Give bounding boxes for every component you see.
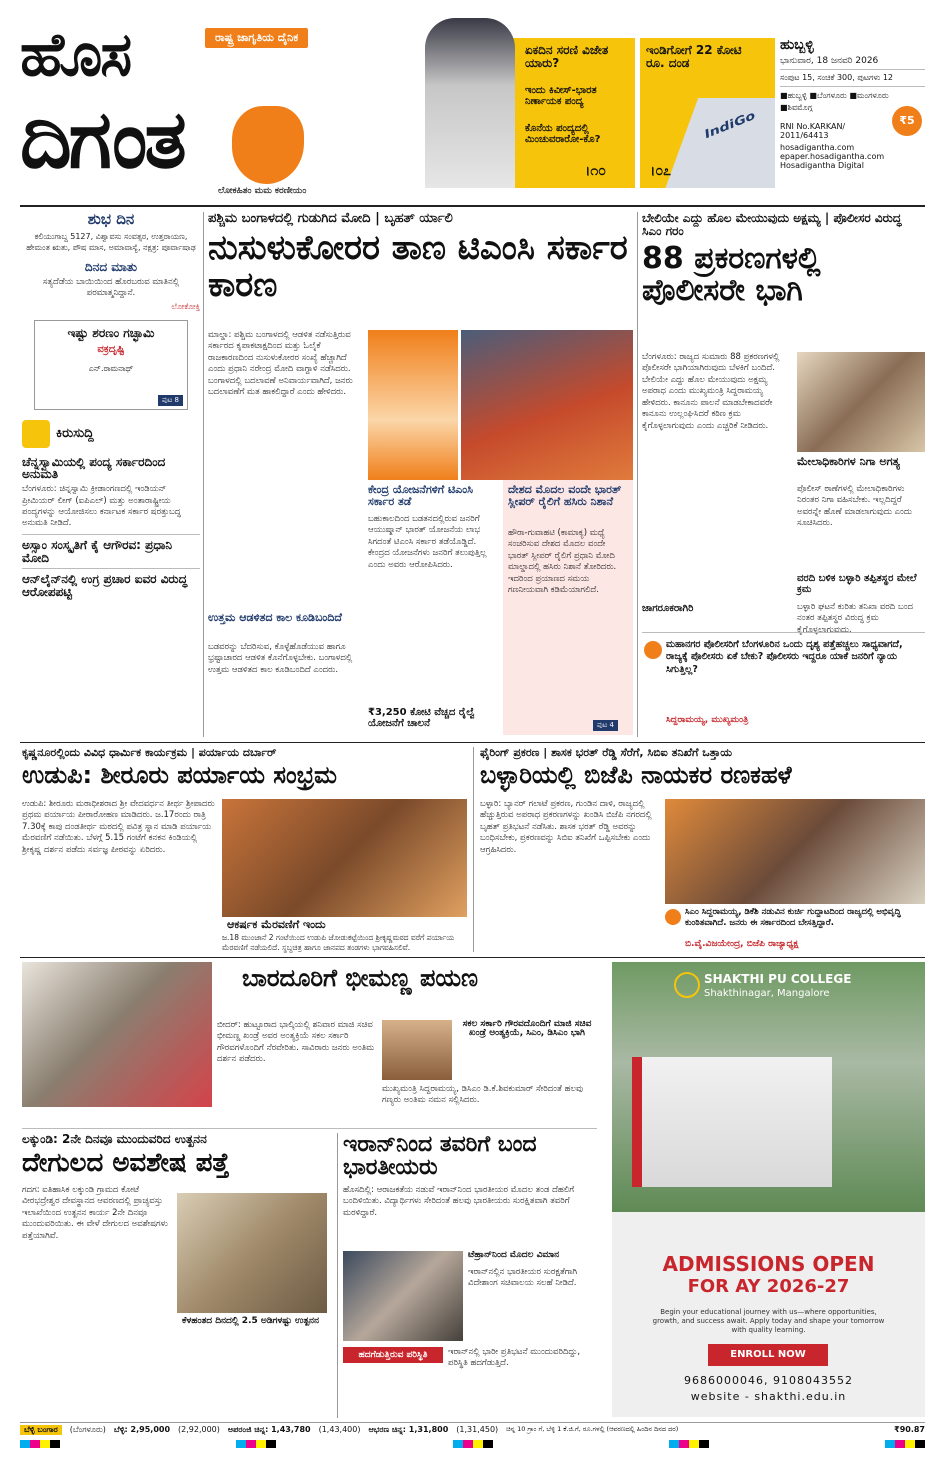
sub3-body: ಹೌರಾ-ಗುವಾಹಟಿ (ಕಾಮಾಕ್ಯ) ಮಧ್ಯೆ ಸಂಚರಿಸುವ ದೇಶದ ಮೊದಲ ವಂದೇ ಭಾರತ್ ಸ್ಲೀಪರ್ ರೈಲಿಗೆ ಪ್ರಧಾನಿ ಮೋದಿ ಮಾಲ್ಡಾದಲ್ಲಿ ಹಸಿರು ನಿಶಾನೆ ತೋರಿದರು. ಇದರಿಂದ ಪ್ರಯಾಣದ ಸಮಯ ಗಣನೀಯವಾಗಿ ಕಡಿಮೆಯಾಗಲಿದೆ.: [508, 528, 617, 596]
iran-photo: [343, 1251, 463, 1341]
cricketer-photo: [425, 18, 515, 188]
ad-phones: 9686000046, 9108043552: [684, 1374, 853, 1387]
gold24-prev: (1,43,400): [318, 1425, 361, 1434]
bhima-headline[interactable]: ಬಾರದೂರಿಗೆ ಭೀಮಣ್ಣ ಪಯಣ: [242, 964, 479, 992]
side2-title[interactable]: ವರದಿ ಬಳಿಕ ಬಳ್ಳಾರಿ ತಪ್ಪಿತಸ್ಥರ ಮೇಲೆ ಕ್ರಮ: [797, 573, 917, 595]
vakradrushti-box[interactable]: [34, 320, 188, 410]
vakradrushti-title: ಇಷ್ಟು ಶರಣಂ ಗಚ್ಛಾಮಿ: [67, 325, 155, 340]
excavation-photo: [177, 1193, 327, 1313]
ballari-headline[interactable]: ಬಳ್ಳಾರಿಯಲ್ಲಿ ಬಿಜೆಪಿ ನಾಯಕರ ರಣಕಹಳೆ: [480, 760, 792, 789]
masthead-tagline: ರಾಷ್ಟ್ರ ಜಾಗೃತಿಯ ದೈನಿಕ: [205, 28, 308, 48]
lead-caption: ₹3,250 ಕೋಟಿ ವೆಚ್ಚದ ರೈಲ್ವೆ ಯೋಜನೆಗೆ ಚಾಲನೆ: [368, 707, 475, 729]
teaser-cricket-s2: ಕೊನೆಯ ಪಂದ್ಯದಲ್ಲಿ ಮಿಂಚುವರಾರೋ-ಕೊ?: [525, 123, 601, 145]
udupi-cap-body: ಜ.18 ಮುಂಜಾನೆ 2 ಗಂಟೆಯಿಂದ ಉಡುಪಿ ಜೋಡುಕಟ್ಟೆಯಿಂದ ಶ್ರೀಕೃಷ್ಣಮಠದ ವರೆಗೆ ಪರ್ಯಾಯ ಮೆರವಣಿಗೆ ನಡೆಯಲಿದೆ. ಸ್ಥಬ್ಧಚಿತ್ರ ಹಾಗೂ ಜಾನಪದ ತಂಡಗಳು ಭಾಗವಹಿಸಲಿವೆ.: [222, 933, 455, 953]
footer-label: ಬೆಳ್ಳಿ ಬಂಗಾರ: [20, 1425, 62, 1435]
dinada-maatu-title: ದಿನದ ಮಾತು: [84, 260, 138, 275]
teaser-indigo-page: ।೦೭: [650, 163, 671, 179]
ad-college: SHAKTHI PU COLLEGE: [704, 972, 852, 986]
side2-body: ಬಳ್ಳಾರಿ ಘಟನೆ ಕುರಿತು ತನಿಖಾ ವರದಿ ಬಂದ ನಂತರ ತಪ್ಪಿತಸ್ಥರ ವಿರುದ್ಧ ಕ್ರಮ ಕೈಗೊಳ್ಳಲಾಗುವುದು.: [797, 602, 914, 635]
police-body: ಬೆಂಗಳೂರು: ರಾಜ್ಯದ ಸುಮಾರು 88 ಪ್ರಕರಣಗಳಲ್ಲಿ ಪೊಲೀಸರೇ ಭಾಗಿಯಾಗಿರುವುದು ಬೆಳಕಿಗೆ ಬಂದಿದೆ. ಬೇಲಿಯೇ ಎದ್ದು ಹೊಲ ಮೇಯುವುದು ಅಕ್ಷಮ್ಯ ಅಪರಾಧ ಎಂದು ಮುಖ್ಯಮಂತ್ರಿ ಸಿದ್ದರಾಮಯ್ಯ ಹೇಳಿದರು. ಕಾನೂನು ಪಾಲನೆ ಮಾಡಬೇಕಾದವರೇ ಕಾನೂನು ಉಲ್ಲಂಘಿಸಿದರೆ ಕಠಿಣ ಕ್ರಮ ಕೈಗೊಳ್ಳಲಾಗುವುದು ಎಂದು ಎಚ್ಚರಿಕೆ ನೀಡಿದರು.: [642, 352, 780, 431]
shubha-dina-title: ಶುಭ ದಿನ: [87, 210, 135, 228]
edition-city: ಹುಬ್ಬಳ್ಳಿ: [780, 37, 814, 53]
bhima-side-body: ಮುಖ್ಯಮಂತ್ರಿ ಸಿದ್ದರಾಮಯ್ಯ, ಡಿಸಿಎಂ ಡಿ.ಕೆ.ಶಿವಕುಮಾರ್ ಸೇರಿದಂತೆ ಹಲವು ಗಣ್ಯರು ಅಂತಿಮ ನಮನ ಸಲ್ಲಿಸಿದರು.: [382, 1084, 583, 1106]
shakthi-ad[interactable]: [612, 962, 925, 1417]
dinada-maatu-source: ಲೋಕೋಕ್ತಿ: [171, 301, 200, 311]
registration-marks: [20, 1440, 925, 1452]
epaper-link[interactable]: epaper.hosadigantha.com: [780, 151, 885, 161]
lakkundi-body: ಗದಗ: ಐತಿಹಾಸಿಕ ಲಕ್ಕುಂಡಿ ಗ್ರಾಮದ ಕೋಟೆ ವೀರಭದ್ರೇಶ್ವರ ದೇವಸ್ಥಾನದ ಆವರಣದಲ್ಲಿ ಪ್ರಾಚ್ಯವಸ್ತು ಇಲಾಖೆಯಿಂದ ಉತ್ಖನನ ಕಾರ್ಯ 2ನೇ ದಿನವೂ ಮುಂದುವರಿಯಿತು. ಈ ವೇಳೆ ದೇಗುಲದ ಅವಶೇಷಗಳು ಪತ್ತೆಯಾಗಿವೆ.: [22, 1185, 168, 1241]
bhima-portrait: [382, 1020, 452, 1080]
footer-note: ಚಿನ್ನ 10 ಗ್ರಾಂ ಗೆ, ಬೆಳ್ಳಿ 1 ಕೆ.ಜಿ.ಗೆ, ರೂ.ಗಳಲ್ಲಿ (ಆವರಣದಲ್ಲಿ ಹಿಂದಿನ ದಿನದ ದರ): [506, 1425, 679, 1433]
sub1-body: ಬಡವರನ್ನು ಬೆದರಿಸುವ, ಕೊಳ್ಳೆಹೊಡೆಯುವ ಹಾಗೂ ಭ್ರಷ್ಟಾಚಾರದ ಆಡಳಿತ ಕೊನೆಗೊಳ್ಳಬೇಕು. ಬಂಗಾಳದಲ್ಲಿ ಉತ್ತಮ ಆಡಳಿತದ ಕಾಲ ಕೂಡಿಬಂದಿದೆ ಎಂದರು.: [208, 642, 353, 675]
hand-icon: [22, 420, 50, 448]
iran-box: ಹದಗೆಡುತ್ತಿರುವ ಪರಿಸ್ಥಿತಿ: [343, 1347, 443, 1363]
vakradrushti-author: ಎನ್.ರಾಮನಾಥ್: [88, 363, 134, 373]
panchanga-text: ಕಲಿಯುಗಾಬ್ದ 5127, ವಿಶ್ವಾವಸು ಸಂವತ್ಸರ, ಉತ್ತರಾಯಣ, ಹೇಮಂತ ಋತು, ಪೌಷ ಮಾಸ, ಅಮಾವಾಸ್ಯೆ, ನಕ್ಷತ್ರ: ಪೂರ್ವಾಷಾಢ: [26, 231, 196, 252]
udupi-caption: ಆಕರ್ಷಕ ಮೆರವಣಿಗೆ ಇಂದು: [227, 918, 326, 931]
indigo-logo: IndiGo: [704, 108, 756, 143]
teaser-indigo-text: ಇಂಡಿಗೋಗೆ 22 ಕೋಟಿ ರೂ. ದಂಡ: [646, 43, 742, 70]
ballari-kicker: ಫೈರಿಂಗ್ ಪ್ರಕರಣ | ಶಾಸಕ ಭರತ್ ರೆಡ್ಡಿ ಸೆರೆಗೆ, ಸಿಬಿಐ ತನಿಖೆಗೆ ಒತ್ತಾಯ: [480, 746, 733, 759]
left-column: [22, 212, 200, 737]
iran-body: ಹೊಸದಿಲ್ಲಿ: ಆರಾಜಕತೆಯ ನಡುವೆ ಇರಾನ್‌ನಿಂದ ಭಾರತೀಯರ ಮೊದಲ ತಂಡ ದೆಹಲಿಗೆ ಬಂದಿಳಿಯಿತು. ವಿದ್ಯಾರ್ಥಿಗಳು ಸೇರಿದಂತೆ ಹಲವು ಭಾರತೀಯರು ಸುರಕ್ಷಿತವಾಗಿ ತವರಿಗೆ ಮರಳಿದ್ದಾರೆ.: [343, 1185, 575, 1218]
digital-link[interactable]: Hosadigantha Digital: [780, 160, 864, 170]
ad-blurb: Begin your educational journey with us—where opportunities, growth, and success await. Apply today and shape your tomorrow with quality learning.: [652, 1308, 885, 1335]
modi-photo: [368, 330, 458, 480]
bhima-story: [22, 962, 597, 1127]
issue-volume: ಸಂಪುಟ 15, ಸಂಚಿಕೆ 300, ಪುಟಗಳು 12: [780, 72, 893, 82]
masthead-meta: [780, 38, 925, 198]
quote-icon-2: [665, 909, 681, 925]
sub3-title[interactable]: ದೇಶದ ಮೊದಲ ವಂದೇ ಭಾರತ್ ಸ್ಲೀಪರ್ ರೈಲಿಗೆ ಹಸಿರು ನಿಶಾನೆ: [508, 483, 622, 508]
udupi-kicker: ಕೃಷ್ಣನೂರಲ್ಲಿಂದು ವಿವಿಧ ಧಾರ್ಮಿಕ ಕಾರ್ಯಕ್ರಮ | ಪರ್ಯಾಯ ದರ್ಬಾರ್: [22, 746, 277, 759]
cm-quote-box: [642, 632, 925, 732]
gold22-rate: ಆಭರಣ ಚಿನ್ನ: 1,31,800: [368, 1424, 449, 1434]
kirusuddi-title: ಕಿರುಸುದ್ದಿ: [56, 426, 94, 442]
ballari-body: ಬಳ್ಳಾರಿ: ಬ್ಯಾನರ್ ಗಲಾಟೆ ಪ್ರಕರಣ, ಗುಂಡಿನ ದಾಳಿ, ರಾಜ್ಯದಲ್ಲಿ ಹೆಚ್ಚುತ್ತಿರುವ ಅಪರಾಧ ಪ್ರಕರಣಗಳನ್ನು ಖಂಡಿಸಿ ಬಿಜೆಪಿ ನಗರದಲ್ಲಿ ಬೃಹತ್ ಪ್ರತಿಭಟನೆ ನಡೆಸಿತು. ಶಾಸಕ ಭರತ್ ರೆಡ್ಡಿ ಅವರನ್ನು ಬಂಧಿಸಬೇಕು, ಪ್ರಕರಣವನ್ನು ಸಿಬಿಐ ತನಿಖೆಗೆ ಒಪ್ಪಿಸಬೇಕು ಎಂದು ಆಗ್ರಹಿಸಿದರು.: [480, 799, 652, 855]
kiru3-title[interactable]: ಆನ್‌ಲೈನ್‌ನಲ್ಲಿ ಉಗ್ರ ಪ್ರಚಾರ ಐವರ ವಿರುದ್ಧ ಆರೋಪಪಟ್ಟಿ: [22, 572, 188, 599]
teaser-cricket-q: ಏಕದಿನ ಸರಣಿ ವಿಜೇತ ಯಾರು?: [525, 43, 609, 70]
iran-story: [343, 1133, 597, 1418]
police-sub-title: ಜಾಗರೂಕರಾಗಿರಿ: [642, 603, 694, 614]
silver-prev: (2,92,000): [178, 1425, 220, 1434]
kiru2-title[interactable]: ಅಸ್ಸಾಂ ಸಂಸ್ಕೃತಿಗೆ ಕೈ ಆಗೌರವ: ಪ್ರಧಾನಿ ಮೋದಿ: [22, 538, 173, 565]
ad-admissions: ADMISSIONS OPEN: [662, 1252, 875, 1276]
price-badge: ₹5: [892, 106, 922, 136]
enroll-button[interactable]: ENROLL NOW: [708, 1344, 828, 1366]
gold24-rate: ಅಪರಂಜಿ ಚಿನ್ನ: 1,43,780: [227, 1424, 311, 1434]
train-photo: [461, 330, 633, 480]
side-title[interactable]: ಮೇಲಾಧಿಕಾರಿಗಳ ನಿಗಾ ಅಗತ್ಯ: [797, 455, 900, 468]
kiru1-title[interactable]: ಚೆನ್ನಸ್ವಾಮಿಯಲ್ಲಿ ಪಂದ್ಯ ಸರ್ಕಾರದಿಂದ ಅನುಮತಿ: [22, 454, 166, 482]
vakradrushti-page[interactable]: ಪುಟ 8: [158, 395, 183, 406]
masthead-title-2: ದಿಗಂತ: [20, 93, 184, 186]
quote-icon: [644, 641, 662, 659]
teaser-indigo[interactable]: [640, 38, 775, 188]
iran-side-title: ಟೆಹ್ರಾನ್‌ನಿಂದ ಮೊದಲ ವಿಮಾನ: [468, 1250, 560, 1260]
udupi-headline[interactable]: ಉಡುಪಿ: ಶೀರೂರು ಪರ್ಯಾಯ ಸಂಭ್ರಮ: [22, 760, 337, 789]
lead-more[interactable]: ಪುಟ 4: [593, 720, 618, 731]
fx-rate: ₹90.87: [894, 1425, 925, 1434]
police-kicker: ಬೇಲಿಯೇ ಎದ್ದು ಹೊಲ ಮೇಯುವುದು ಅಕ್ಷಮ್ಯ | ಪೊಲೀಸರ ವಿರುದ್ಧ ಸಿಎಂ ಗರಂ: [642, 211, 902, 238]
teaser-cricket-page: ।೧೦: [585, 163, 606, 179]
ad-website[interactable]: website - shakthi.edu.in: [690, 1390, 847, 1403]
cm-quote-by: ಸಿದ್ದರಾಮಯ್ಯ, ಮುಖ್ಯಮಂತ್ರಿ: [666, 715, 749, 725]
bhima-funeral-photo: [22, 962, 212, 1107]
lead-story: [208, 212, 633, 737]
masthead-motto: ಲೋಕಹಿತಂ ಮಮ ಕರಣೀಯಂ: [218, 186, 307, 196]
cm-photo: [797, 352, 925, 452]
vakradrushti-sub: ವಕ್ರದೃಷ್ಟಿ: [97, 344, 125, 356]
ad-place: Shakthinagar, Mangalore: [704, 988, 830, 999]
lakkundi-caption: ಕೆಳಹಂತದ ದಿನದಲ್ಲಿ 2.5 ಅಡಿಗಳಷ್ಟು ಉತ್ಖನನ: [182, 1316, 320, 1326]
police-story: [642, 212, 925, 737]
ballari-photo: [665, 799, 925, 904]
editions-list: ■ಹುಬ್ಬಳ್ಳಿ ■ಬೆಂಗಳೂರು ■ಮಂಗಳೂರು ■ಶಿವಮೊಗ್ಗ: [780, 90, 889, 112]
iran-headline[interactable]: ಇರಾನ್‌ನಿಂದ ತವರಿಗೆ ಬಂದ ಭಾರತೀಯರು: [343, 1132, 537, 1181]
iran-side-body: ಇರಾನ್‌ನಲ್ಲಿನ ಭಾರತೀಯರ ಸುರಕ್ಷತೆಗಾಗಿ ವಿದೇಶಾಂಗ ಸಚಿವಾಲಯ ಸಲಹೆ ನೀಡಿದೆ.: [468, 1267, 578, 1289]
udupi-body: ಉಡುಪಿ: ಶೀರೂರು ಮಠಾಧೀಶರಾದ ಶ್ರೀ ವೇದವರ್ಧನ ತೀರ್ಥ ಶ್ರೀಪಾದರು ಪ್ರಥಮ ಪರ್ಯಾಯ ಪೀಠಾರೋಹಣ ಮಾಡಿದರು. ಜ.17ರಂದು ರಾತ್ರಿ 7.30ಕ್ಕೆ ಕಾಪು ದಂಡತೀರ್ಥ ಮಠದಲ್ಲಿ ಪವಿತ್ರ ಸ್ನಾನ ಮಾಡಿ ಪರ್ಯಾಯ ಮೆರವಣಿಗೆ ನಡೆಯಿತು. ಬೆಳಗ್ಗೆ 5.15 ಗಂಟೆಗೆ ಕನಕನ ಕಿಂಡಿಯಲ್ಲಿ ಶ್ರೀಕೃಷ್ಣ ದರ್ಶನ ಪಡೆದು ಸರ್ವಜ್ಞ ಪೀಠವನ್ನು ಏರಿದರು.: [22, 799, 215, 855]
udupi-photo: [222, 799, 467, 917]
ballari-quote-by: ಬಿ.ವೈ.ವಿಜಯೇಂದ್ರ, ಬಿಜೆಪಿ ರಾಜ್ಯಾಧ್ಯಕ್ಷ: [685, 939, 799, 949]
masthead-title-1: ಹೊಸ: [20, 20, 131, 90]
ballari-quote: ಸಿಎಂ ಸಿದ್ದರಾಮಯ್ಯ, ಡಿಕೆಶಿ ನಡುವಿನ ಕುರ್ಚಿ ಗುದ್ದಾಟದಿಂದ ರಾಜ್ಯದಲ್ಲಿ ಅಭಿವೃದ್ಧಿ ಕುಂಠಿತವಾಗಿದೆ. ಜನರು ಈ ಸರ್ಕಾರದಿಂದ ಬೇಸತ್ತಿದ್ದಾರೆ.: [685, 907, 901, 929]
college-building: [632, 1057, 832, 1187]
sub2-body: ಬಹುಕಾಲದಿಂದ ಬಡತನದಲ್ಲಿರುವ ಜನರಿಗೆ ಆಯುಷ್ಮಾನ್ ಭಾರತ್ ಯೋಜನೆಯ ಲಾಭ ಸಿಗದಂತೆ ಟಿಎಂಸಿ ಸರ್ಕಾರ ತಡೆಯೊಡ್ಡಿದೆ. ಕೇಂದ್ರದ ಯೋಜನೆಗಳು ಜನರಿಗೆ ತಲುಪುತ್ತಿಲ್ಲ ಎಂದು ಅವರು ಆರೋಪಿಸಿದರು.: [368, 514, 487, 570]
ad-year: FOR AY 2026-27: [687, 1276, 850, 1297]
indigo-plane-tail: [662, 98, 775, 188]
side-body: ಪೊಲೀಸ್ ಠಾಣೆಗಳಲ್ಲಿ ಮೇಲಾಧಿಕಾರಿಗಳು ನಿರಂತರ ನಿಗಾ ವಹಿಸಬೇಕು. ಇಲ್ಲದಿದ್ದರೆ ಅವರನ್ನೇ ಹೊಣೆ ಮಾಡಲಾಗುವುದು ಎಂದು ಸೂಚಿಸಿದರು.: [797, 484, 913, 529]
bhima-body: ಬೀದರ್: ಹುಟ್ಟೂರಾದ ಭಾಲ್ಕಿಯಲ್ಲಿ ಶನಿವಾರ ಮಾಜಿ ಸಚಿವ ಭೀಮಣ್ಣ ಖಂಡ್ರೆ ಅವರ ಅಂತ್ಯಕ್ರಿಯೆ ಸಕಲ ಸರ್ಕಾರಿ ಗೌರವಗಳೊಂದಿಗೆ ನೆರವೇರಿತು. ಸಾವಿರಾರು ಜನರು ಅಂತಿಮ ದರ್ಶನ ಪಡೆದರು.: [217, 1020, 375, 1065]
footer-sub: (ಬೆಂಗಳೂರು): [69, 1424, 106, 1434]
dinada-maatu-text: ಸತ್ಯದೆಡೆಯ ಬಾಯಿಯಿಂದ ಹೊರಬರುವ ಮಾತಿನಲ್ಲಿ ಪರಮಾತ್ಮನಿದ್ದಾನೆ.: [42, 276, 180, 299]
lakkundi-story: [22, 1133, 332, 1418]
shakthi-logo: [674, 972, 700, 998]
masthead: [20, 18, 925, 198]
teaser-cricket[interactable]: [435, 38, 635, 188]
lakkundi-headline[interactable]: ದೇಗುಲದ ಅವಶೇಷ ಪತ್ತೆ: [22, 1147, 230, 1178]
bhima-side-title: ಸಕಲ ಸರ್ಕಾರಿ ಗೌರವದೊಂದಿಗೆ ಮಾಜಿ ಸಚಿವ ಖಂಡ್ರೆ ಅಂತ್ಯಕ್ರಿಯೆ, ಸಿಎಂ, ಡಿಸಿಎಂ ಭಾಗಿ: [462, 1019, 592, 1039]
issue-date: ಭಾನುವಾರ, 18 ಜನವರಿ 2026: [780, 55, 879, 66]
lakkundi-kicker: ಲಕ್ಕುಂಡಿ: 2ನೇ ದಿನವೂ ಮುಂದುವರಿದ ಉತ್ಖನನ: [22, 1132, 207, 1146]
teaser-cricket-s1: ಇಂದು ಕಿವೀಸ್-ಭಾರತ ನಿರ್ಣಾಯಕ ಪಂದ್ಯ: [525, 85, 597, 107]
lead-kicker: ಪಶ್ಚಿಮ ಬಂಗಾಳದಲ್ಲಿ ಗುಡುಗಿದ ಮೋದಿ | ಬೃಹತ್ ರ್ಯಾಲಿ: [208, 211, 453, 226]
website-link[interactable]: hosadigantha.com: [780, 142, 855, 152]
iran-box-body: ಇರಾನ್‌ನಲ್ಲಿ ಭಾರೀ ಪ್ರತಿಭಟನೆ ಮುಂದುವರಿದಿದ್ದು, ಪರಿಸ್ಥಿತಿ ಹದಗೆಡುತ್ತಿದೆ.: [448, 1347, 581, 1369]
ballari-story: [480, 747, 925, 952]
india-map-logo: [232, 106, 304, 184]
cm-quote: ಮಹಾನಗರ ಪೊಲೀಸರಿಗೆ ಬೆಂಗಳೂರಿನ ಒಂದು ದೃಶ್ಯ ಪತ್ತೆಹಚ್ಚಲು ಸಾಧ್ಯವಾಗದೆ, ರಾಜ್ಯಕ್ಕೆ ಪೊಲೀಸರು ಏಕೆ ಬೇಕು? ಪೊಲೀಸರು ಇದ್ದರೂ ಯಾಕೆ ಜನರಿಗೆ ನ್ಯಾಯ ಸಿಗುತ್ತಿಲ್ಲ?: [666, 639, 903, 675]
lead-body: ಮಾಲ್ಡಾ: ಪಶ್ಚಿಮ ಬಂಗಾಳದಲ್ಲಿ ಆಡಳಿತ ನಡೆಸುತ್ತಿರುವ ಸರ್ಕಾರದ ಕೃಪಾಕಟಾಕ್ಷದಿಂದ ಮತ್ತು ಓಲೈಕೆ ರಾಜಕಾರಣದಿಂದ ನುಸುಳುಕೋರರ ಸಂಖ್ಯೆ ಹೆಚ್ಚಾಗಿದೆ ಎಂದು ಪ್ರಧಾನಿ ನರೇಂದ್ರ ಮೋದಿ ವಾಗ್ದಾಳಿ ನಡೆಸಿದರು. ಬಂಗಾಳದಲ್ಲಿ ಬದಲಾವಣೆ ಅನಿವಾರ್ಯವಾಗಿದೆ, ಜನರು ಬದಲಾವಣೆಗೆ ಮತ ಹಾಕಲಿದ್ದಾರೆ ಎಂದು ಹೇಳಿದರು.: [208, 330, 353, 398]
silver-rate: ಬೆಳ್ಳಿ: 2,95,000: [113, 1424, 171, 1434]
lead-headline[interactable]: ನುಸುಳುಕೋರರ ತಾಣ ಟಿಎಂಸಿ ಸರ್ಕಾರ ಕಾರಣ: [208, 227, 628, 306]
udupi-story: [22, 747, 467, 952]
kirusuddi-header: [22, 420, 200, 448]
police-headline[interactable]: 88 ಪ್ರಕರಣಗಳಲ್ಲಿ ಪೊಲೀಸರೇ ಭಾಗಿ: [642, 241, 821, 308]
sub2-title[interactable]: ಕೇಂದ್ರ ಯೋಜನೆಗಳಿಗೆ ಟಿಎಂಸಿ ಸರ್ಕಾರ ತಡೆ: [368, 483, 473, 508]
sub1-title[interactable]: ಉತ್ತಮ ಆಡಳಿತದ ಕಾಲ ಕೂಡಿಬಂದಿದೆ: [208, 611, 342, 624]
kiru1-body: ಬೆಂಗಳೂರು: ಚಿನ್ನಸ್ವಾಮಿ ಕ್ರೀಡಾಂಗಣದಲ್ಲಿ ಇಂಡಿಯನ್ ಪ್ರೀಮಿಯರ್ ಲೀಗ್ (ಐಪಿಎಲ್) ಮತ್ತು ಅಂತಾರಾಷ್ಟ್ರೀಯ ಪಂದ್ಯಗಳನ್ನು ಆಯೋಜಿಸಲು ಕರ್ನಾಟಕ ಸರ್ಕಾರ ಷರತ್ತುಬದ್ಧ ಅನುಮತಿ ನೀಡಿದೆ.: [22, 484, 181, 529]
rni-number: RNI No.KARKAN/ 2011/64413: [780, 121, 846, 140]
gold-rates-footer: [20, 1422, 925, 1436]
gold22-prev: (1,31,450): [456, 1425, 499, 1434]
